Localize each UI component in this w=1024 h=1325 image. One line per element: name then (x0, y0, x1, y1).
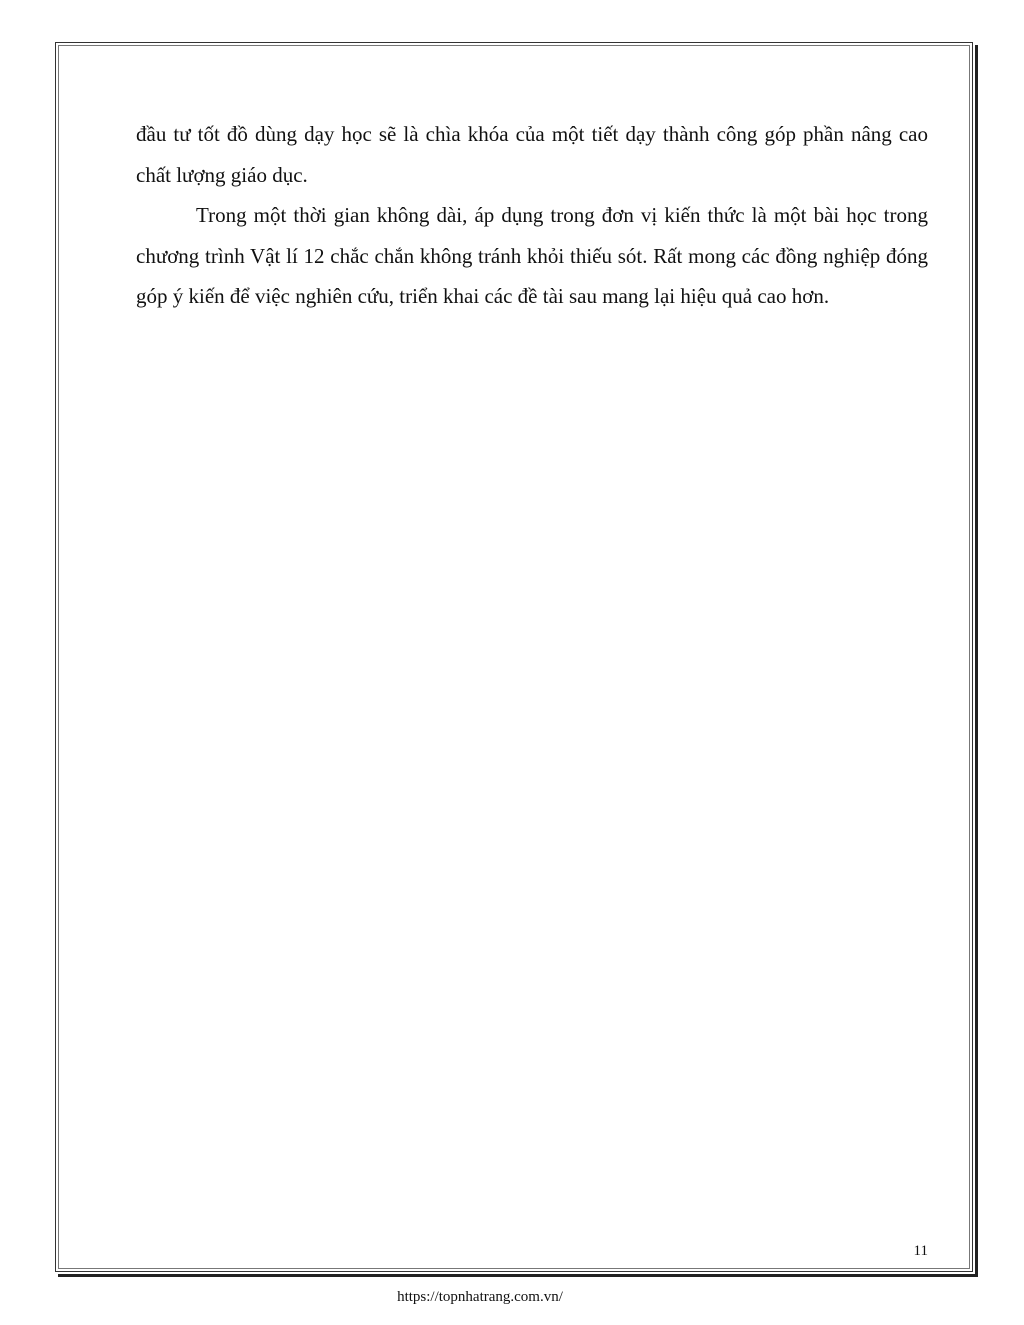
footer-url[interactable]: https://topnhatrang.com.vn/ (397, 1289, 563, 1305)
page-number: 11 (913, 1243, 928, 1259)
paragraph-closing: Trong một thời gian không dài, áp dụng trong đơn vị kiến thức là một bài học trong chương trình Vật lí 12 chắc chắn không tránh khỏi thiếu sót. Rất mong các đồng nghiệp đóng góp ý kiến để việc nghiên cứu, triển khai các đề tài sau mang lại hiệu quả cao hơn. (136, 203, 928, 308)
document-body (136, 114, 928, 317)
paragraph-continuation: đầu tư tốt đồ dùng dạy học sẽ là chìa khóa của một tiết dạy thành công góp phần nâng cao chất lượng giáo dục. (136, 122, 928, 187)
